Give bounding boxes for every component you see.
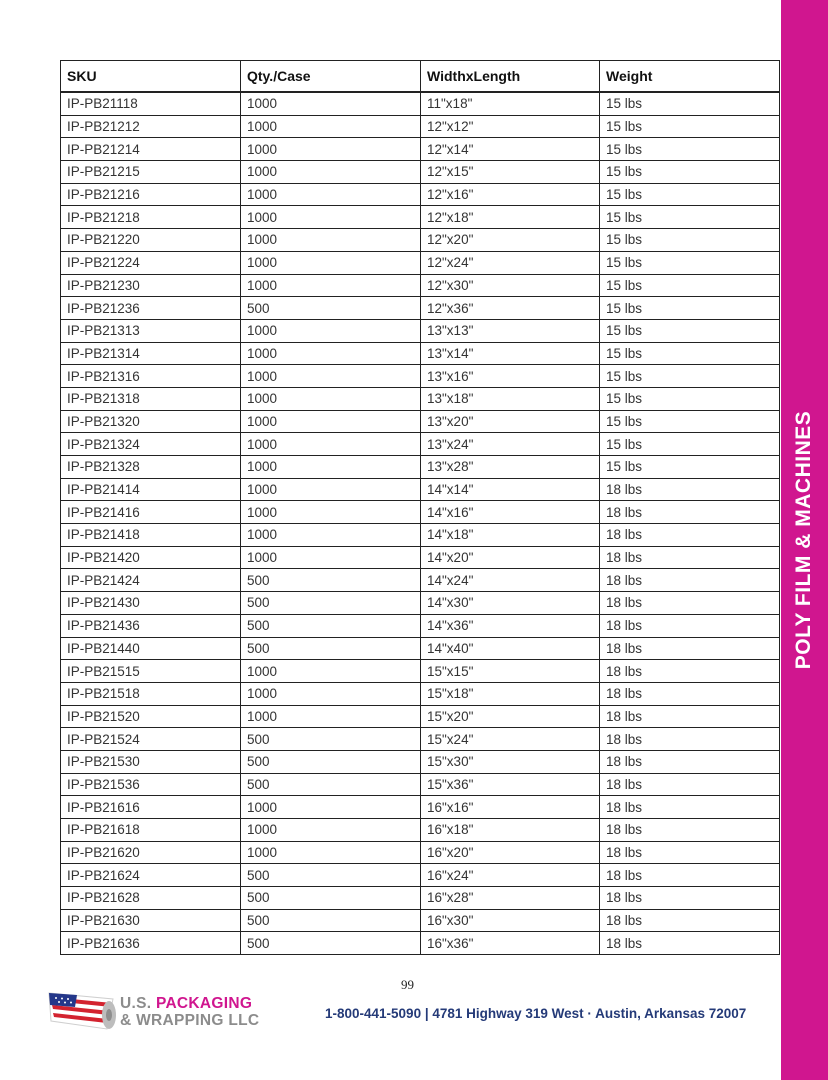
cell-sku: IP-PB21224 bbox=[61, 251, 241, 274]
table-row bbox=[61, 319, 780, 342]
cell-sku: IP-PB21518 bbox=[61, 682, 241, 705]
cell-qty-case: 1000 bbox=[241, 387, 421, 410]
cell-qty-case: 1000 bbox=[241, 206, 421, 229]
cell-sku: IP-PB21215 bbox=[61, 161, 241, 184]
cell-width-length: 15"x18" bbox=[421, 682, 600, 705]
cell-sku: IP-PB21440 bbox=[61, 637, 241, 660]
cell-weight: 18 lbs bbox=[600, 864, 780, 887]
cell-width-length: 14"x14" bbox=[421, 478, 600, 501]
cell-sku: IP-PB21418 bbox=[61, 524, 241, 547]
table-row bbox=[61, 569, 780, 592]
table-row bbox=[61, 750, 780, 773]
cell-qty-case: 1000 bbox=[241, 501, 421, 524]
cell-sku: IP-PB21630 bbox=[61, 909, 241, 932]
cell-weight: 18 lbs bbox=[600, 637, 780, 660]
cell-sku: IP-PB21616 bbox=[61, 796, 241, 819]
cell-weight: 18 lbs bbox=[600, 569, 780, 592]
logo-text-accent: PACKAGING bbox=[155, 995, 253, 1012]
table-row bbox=[61, 365, 780, 388]
cell-width-length: 16"x30" bbox=[421, 909, 600, 932]
cell-weight: 15 lbs bbox=[600, 319, 780, 342]
cell-qty-case: 1000 bbox=[241, 319, 421, 342]
table-row bbox=[61, 161, 780, 184]
cell-qty-case: 1000 bbox=[241, 229, 421, 252]
cell-qty-case: 500 bbox=[241, 297, 421, 320]
cell-qty-case: 500 bbox=[241, 614, 421, 637]
cell-width-length: 12"x14" bbox=[421, 138, 600, 161]
cell-width-length: 12"x16" bbox=[421, 183, 600, 206]
table-row bbox=[61, 433, 780, 456]
cell-qty-case: 1000 bbox=[241, 456, 421, 479]
cell-weight: 15 lbs bbox=[600, 115, 780, 138]
american-flag-icon bbox=[47, 985, 119, 1035]
cell-width-length: 15"x24" bbox=[421, 728, 600, 751]
header-weight: Weight bbox=[600, 61, 780, 93]
table-row bbox=[61, 728, 780, 751]
cell-width-length: 13"x13" bbox=[421, 319, 600, 342]
cell-weight: 18 lbs bbox=[600, 682, 780, 705]
cell-weight: 18 lbs bbox=[600, 614, 780, 637]
cell-weight: 15 lbs bbox=[600, 161, 780, 184]
table-row bbox=[61, 274, 780, 297]
cell-sku: IP-PB21636 bbox=[61, 932, 241, 955]
table-row bbox=[61, 251, 780, 274]
table-row bbox=[61, 387, 780, 410]
cell-width-length: 14"x30" bbox=[421, 592, 600, 615]
cell-qty-case: 1000 bbox=[241, 705, 421, 728]
cell-qty-case: 1000 bbox=[241, 410, 421, 433]
cell-qty-case: 1000 bbox=[241, 841, 421, 864]
cell-qty-case: 1000 bbox=[241, 682, 421, 705]
cell-width-length: 12"x20" bbox=[421, 229, 600, 252]
table-row bbox=[61, 796, 780, 819]
cell-weight: 15 lbs bbox=[600, 433, 780, 456]
cell-weight: 18 lbs bbox=[600, 478, 780, 501]
cell-sku: IP-PB21328 bbox=[61, 456, 241, 479]
cell-weight: 18 lbs bbox=[600, 524, 780, 547]
cell-width-length: 12"x36" bbox=[421, 297, 600, 320]
product-table bbox=[60, 60, 780, 955]
cell-qty-case: 1000 bbox=[241, 796, 421, 819]
table-row bbox=[61, 887, 780, 910]
cell-qty-case: 1000 bbox=[241, 115, 421, 138]
table-body bbox=[61, 92, 780, 955]
cell-width-length: 13"x14" bbox=[421, 342, 600, 365]
cell-sku: IP-PB21236 bbox=[61, 297, 241, 320]
cell-width-length: 15"x15" bbox=[421, 660, 600, 683]
table-row bbox=[61, 92, 780, 115]
cell-qty-case: 1000 bbox=[241, 138, 421, 161]
cell-sku: IP-PB21628 bbox=[61, 887, 241, 910]
cell-qty-case: 1000 bbox=[241, 92, 421, 115]
cell-weight: 15 lbs bbox=[600, 410, 780, 433]
cell-sku: IP-PB21530 bbox=[61, 750, 241, 773]
cell-sku: IP-PB21624 bbox=[61, 864, 241, 887]
table-row bbox=[61, 909, 780, 932]
contact-info: 1-800-441-5090 | 4781 Highway 319 West · Austin, Arkansas 72007 bbox=[325, 1006, 747, 1021]
table-row bbox=[61, 297, 780, 320]
cell-weight: 18 lbs bbox=[600, 773, 780, 796]
cell-qty-case: 1000 bbox=[241, 433, 421, 456]
cell-width-length: 16"x18" bbox=[421, 819, 600, 842]
logo-text-line1 bbox=[120, 995, 252, 1013]
cell-weight: 15 lbs bbox=[600, 297, 780, 320]
cell-weight: 15 lbs bbox=[600, 387, 780, 410]
cell-qty-case: 500 bbox=[241, 750, 421, 773]
cell-weight: 18 lbs bbox=[600, 501, 780, 524]
cell-sku: IP-PB21318 bbox=[61, 387, 241, 410]
table-row bbox=[61, 206, 780, 229]
cell-weight: 15 lbs bbox=[600, 456, 780, 479]
cell-sku: IP-PB21620 bbox=[61, 841, 241, 864]
cell-width-length: 12"x30" bbox=[421, 274, 600, 297]
cell-qty-case: 500 bbox=[241, 932, 421, 955]
company-logo bbox=[47, 985, 277, 1035]
cell-sku: IP-PB21520 bbox=[61, 705, 241, 728]
table-row bbox=[61, 115, 780, 138]
table-row bbox=[61, 229, 780, 252]
cell-weight: 18 lbs bbox=[600, 546, 780, 569]
table-row bbox=[61, 410, 780, 433]
cell-width-length: 13"x16" bbox=[421, 365, 600, 388]
cell-weight: 18 lbs bbox=[600, 592, 780, 615]
cell-qty-case: 500 bbox=[241, 637, 421, 660]
cell-width-length: 13"x24" bbox=[421, 433, 600, 456]
page-number: 99 bbox=[401, 977, 414, 992]
cell-sku: IP-PB21414 bbox=[61, 478, 241, 501]
cell-weight: 18 lbs bbox=[600, 932, 780, 955]
table-row bbox=[61, 614, 780, 637]
cell-qty-case: 1000 bbox=[241, 274, 421, 297]
cell-width-length: 16"x28" bbox=[421, 887, 600, 910]
cell-qty-case: 500 bbox=[241, 569, 421, 592]
cell-qty-case: 500 bbox=[241, 864, 421, 887]
cell-weight: 15 lbs bbox=[600, 274, 780, 297]
header-qty-case: Qty./Case bbox=[241, 61, 421, 93]
cell-width-length: 13"x28" bbox=[421, 456, 600, 479]
cell-sku: IP-PB21618 bbox=[61, 819, 241, 842]
table-row bbox=[61, 138, 780, 161]
cell-qty-case: 1000 bbox=[241, 342, 421, 365]
cell-sku: IP-PB21212 bbox=[61, 115, 241, 138]
cell-sku: IP-PB21220 bbox=[61, 229, 241, 252]
cell-width-length: 12"x12" bbox=[421, 115, 600, 138]
table-row bbox=[61, 705, 780, 728]
header-width-length: WidthxLength bbox=[421, 61, 600, 93]
cell-qty-case: 1000 bbox=[241, 546, 421, 569]
cell-weight: 15 lbs bbox=[600, 229, 780, 252]
cell-width-length: 14"x16" bbox=[421, 501, 600, 524]
cell-qty-case: 500 bbox=[241, 773, 421, 796]
cell-weight: 15 lbs bbox=[600, 251, 780, 274]
section-title: POLY FILM & MACHINES bbox=[792, 410, 815, 670]
table-row bbox=[61, 456, 780, 479]
cell-qty-case: 1000 bbox=[241, 524, 421, 547]
cell-width-length: 13"x20" bbox=[421, 410, 600, 433]
table-row bbox=[61, 524, 780, 547]
cell-weight: 15 lbs bbox=[600, 365, 780, 388]
cell-qty-case: 1000 bbox=[241, 251, 421, 274]
cell-width-length: 11"x18" bbox=[421, 92, 600, 115]
cell-width-length: 12"x24" bbox=[421, 251, 600, 274]
table-row bbox=[61, 864, 780, 887]
cell-sku: IP-PB21324 bbox=[61, 433, 241, 456]
cell-width-length: 15"x36" bbox=[421, 773, 600, 796]
cell-width-length: 12"x18" bbox=[421, 206, 600, 229]
table-row bbox=[61, 478, 780, 501]
table-row bbox=[61, 773, 780, 796]
header-sku: SKU bbox=[61, 61, 241, 93]
cell-width-length: 15"x30" bbox=[421, 750, 600, 773]
cell-width-length: 14"x36" bbox=[421, 614, 600, 637]
cell-width-length: 16"x20" bbox=[421, 841, 600, 864]
table-row bbox=[61, 637, 780, 660]
cell-weight: 18 lbs bbox=[600, 887, 780, 910]
cell-width-length: 16"x36" bbox=[421, 932, 600, 955]
cell-qty-case: 500 bbox=[241, 728, 421, 751]
cell-qty-case: 1000 bbox=[241, 365, 421, 388]
cell-sku: IP-PB21216 bbox=[61, 183, 241, 206]
cell-width-length: 14"x20" bbox=[421, 546, 600, 569]
cell-sku: IP-PB21420 bbox=[61, 546, 241, 569]
cell-qty-case: 500 bbox=[241, 592, 421, 615]
cell-weight: 18 lbs bbox=[600, 660, 780, 683]
table-header-row bbox=[61, 61, 780, 93]
cell-qty-case: 500 bbox=[241, 909, 421, 932]
cell-weight: 18 lbs bbox=[600, 796, 780, 819]
cell-weight: 15 lbs bbox=[600, 206, 780, 229]
cell-weight: 18 lbs bbox=[600, 909, 780, 932]
cell-weight: 18 lbs bbox=[600, 705, 780, 728]
cell-qty-case: 1000 bbox=[241, 478, 421, 501]
cell-width-length: 13"x18" bbox=[421, 387, 600, 410]
cell-width-length: 15"x20" bbox=[421, 705, 600, 728]
cell-sku: IP-PB21314 bbox=[61, 342, 241, 365]
cell-qty-case: 1000 bbox=[241, 819, 421, 842]
cell-sku: IP-PB21214 bbox=[61, 138, 241, 161]
cell-weight: 18 lbs bbox=[600, 841, 780, 864]
table-row bbox=[61, 932, 780, 955]
table-row bbox=[61, 660, 780, 683]
cell-sku: IP-PB21416 bbox=[61, 501, 241, 524]
logo-text-prefix: U.S. bbox=[120, 995, 156, 1012]
cell-width-length: 14"x24" bbox=[421, 569, 600, 592]
cell-sku: IP-PB21320 bbox=[61, 410, 241, 433]
cell-sku: IP-PB21218 bbox=[61, 206, 241, 229]
table-row bbox=[61, 841, 780, 864]
cell-sku: IP-PB21313 bbox=[61, 319, 241, 342]
cell-sku: IP-PB21424 bbox=[61, 569, 241, 592]
table-row bbox=[61, 342, 780, 365]
cell-sku: IP-PB21524 bbox=[61, 728, 241, 751]
table-row bbox=[61, 183, 780, 206]
cell-qty-case: 1000 bbox=[241, 183, 421, 206]
cell-sku: IP-PB21230 bbox=[61, 274, 241, 297]
cell-sku: IP-PB21536 bbox=[61, 773, 241, 796]
cell-width-length: 16"x16" bbox=[421, 796, 600, 819]
table-row bbox=[61, 501, 780, 524]
cell-qty-case: 1000 bbox=[241, 161, 421, 184]
cell-weight: 15 lbs bbox=[600, 342, 780, 365]
cell-qty-case: 500 bbox=[241, 887, 421, 910]
cell-weight: 18 lbs bbox=[600, 728, 780, 751]
cell-weight: 15 lbs bbox=[600, 183, 780, 206]
cell-width-length: 14"x18" bbox=[421, 524, 600, 547]
cell-weight: 15 lbs bbox=[600, 138, 780, 161]
table-row bbox=[61, 682, 780, 705]
logo-text-line2: & WRAPPING LLC bbox=[120, 1012, 260, 1029]
cell-sku: IP-PB21436 bbox=[61, 614, 241, 637]
cell-width-length: 16"x24" bbox=[421, 864, 600, 887]
cell-width-length: 14"x40" bbox=[421, 637, 600, 660]
cell-width-length: 12"x15" bbox=[421, 161, 600, 184]
table-row bbox=[61, 592, 780, 615]
cell-weight: 18 lbs bbox=[600, 819, 780, 842]
table-row bbox=[61, 546, 780, 569]
cell-sku: IP-PB21316 bbox=[61, 365, 241, 388]
cell-sku: IP-PB21118 bbox=[61, 92, 241, 115]
cell-qty-case: 1000 bbox=[241, 660, 421, 683]
cell-weight: 18 lbs bbox=[600, 750, 780, 773]
cell-sku: IP-PB21430 bbox=[61, 592, 241, 615]
table-row bbox=[61, 819, 780, 842]
cell-weight: 15 lbs bbox=[600, 92, 780, 115]
cell-sku: IP-PB21515 bbox=[61, 660, 241, 683]
